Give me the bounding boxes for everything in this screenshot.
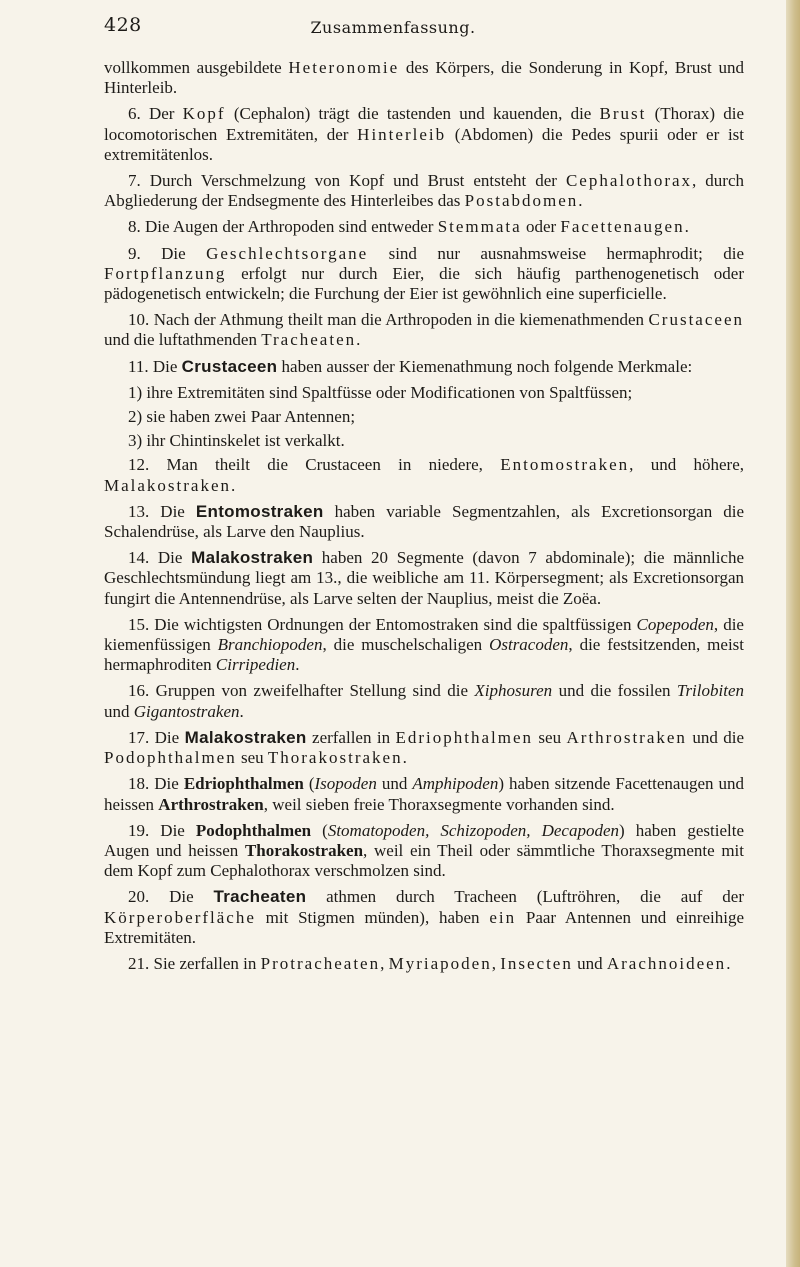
emphasized-term: Stemmata (437, 217, 522, 237)
page-header (0, 14, 786, 50)
emphasized-term: Arthrostraken (566, 727, 687, 747)
text-run: und die luftathmenden (104, 330, 262, 350)
italic-term: Ostracoden (489, 635, 569, 655)
emphasized-term: Cephalothorax (565, 171, 693, 191)
text-run: , (380, 953, 389, 973)
text-run: haben variable Segmentzahlen, als Excretionsorgan die Schalendrüse, als Larve den Nauplius. (104, 501, 745, 542)
text-run: mit Stigmen münden), haben (255, 907, 490, 927)
text-run: ( (303, 774, 315, 794)
text-run: . (356, 330, 361, 350)
text-run: . (295, 655, 300, 675)
emphasized-term: Insecten (500, 953, 573, 973)
text-run: 7. Durch Verschmelzung von Kopf und Brust entsteht der (128, 171, 566, 191)
emphasized-term: Brust (599, 104, 647, 124)
paragraph-p17 (104, 728, 744, 768)
text-run: 19. Die (128, 820, 196, 840)
text-run: seu (236, 748, 268, 768)
paragraph-p14 (104, 548, 744, 609)
emphasized-term: Geschlechtsorgane (206, 243, 369, 263)
text-run: und (104, 701, 134, 721)
text-run: , die festsitzenden, meist hermaphroditen (104, 635, 745, 675)
emphasized-term: Hinterleib (357, 124, 447, 144)
text-run: athmen durch Tracheen (Luftröhren, die auf der (306, 887, 745, 907)
emphasized-term: Entomostraken (195, 501, 324, 521)
emphasized-term: Kopf (182, 104, 226, 124)
italic-term: Trilobiten (676, 681, 744, 701)
text-run: 20. Die (128, 887, 214, 907)
list-item (104, 383, 744, 403)
emphasized-term: Thorakostraken (244, 840, 364, 860)
paragraph-p9 (104, 244, 744, 305)
paragraph-p8 (104, 217, 744, 237)
emphasized-term: ein (489, 907, 517, 927)
paragraph-p16 (104, 681, 744, 721)
text-run: 14. Die (128, 548, 192, 568)
text-run: und (572, 953, 607, 973)
text-run: 3) ihr Chintinskelet ist verkalkt. (128, 431, 345, 451)
text-run: , weil ein Theil oder sämmtliche Thoraxsegmente mit dem Kopf zum Cephalothorax verschmolzen sind. (104, 840, 744, 881)
text-run: 18. Die (128, 774, 184, 794)
paragraph-p20 (104, 887, 744, 948)
italic-term: Copepoden (636, 614, 714, 634)
text-run: sind nur ausnahmsweise hermaphrodit; die (368, 243, 745, 263)
emphasized-term: Tracheaten (213, 887, 307, 907)
text-run: . (231, 475, 236, 495)
text-run: . (578, 191, 583, 211)
emphasized-term: Thorakostraken (267, 748, 403, 768)
text-run: ) haben sitzende Facettenaugen und heissen (104, 774, 745, 814)
italic-term: Xiphosuren (474, 681, 553, 701)
text-run: haben 20 Segmente (davon 7 abdominale); die männliche Geschlechtsmündung liegt am 13., die weibliche am 11. Körpersegment; als Excretionsorgan fungirt die Antennendrüse, als Larve selten der Nauplius, meist die Zoëa. (104, 548, 745, 608)
text-run: 10. Nach der Athmung theilt man die Arthropoden in die kiemenathmenden (128, 310, 649, 330)
italic-term: Branchiopoden (217, 635, 323, 655)
text-run: 12. Man theilt die Crustaceen in niedere, (128, 455, 501, 475)
paragraph-p19 (104, 821, 744, 882)
text-run: . (402, 748, 407, 768)
paragraph-p7 (104, 171, 744, 211)
text-run: ) haben gestielte Augen und heissen (104, 820, 744, 860)
text-run: 16. Gruppen von zweifelhafter Stellung sind die (128, 681, 475, 701)
page-edge (786, 0, 800, 1267)
text-run: haben ausser der Kiemenathmung noch folgende Merkmale: (277, 356, 693, 376)
running-title: Zusammenfassung. (310, 18, 476, 37)
emphasized-term: Edriophthalmen (183, 774, 304, 794)
text-run: Paar Antennen und einreihige Extremitäten. (104, 907, 745, 947)
emphasized-term: Entomostraken (500, 455, 630, 475)
emphasized-term: Malakostraken (104, 475, 232, 495)
text-run: vollkommen ausgebildete (104, 58, 289, 77)
text-run: 6. Der (128, 104, 183, 124)
text-run: 17. Die (128, 727, 185, 747)
emphasized-term: Podophthalmen (195, 820, 312, 840)
text-run: 9. Die (128, 243, 207, 263)
paragraph-p10 (104, 310, 744, 350)
text-run: des Körpers, die Sonderung in Kopf, Brust und Hinterleib. (104, 58, 744, 98)
list-item (104, 407, 744, 427)
paragraph-p12 (104, 455, 744, 495)
text-run: , (491, 953, 501, 973)
text-run: (Abdomen) die Pedes spurii oder er ist extremitätenlos. (104, 124, 745, 164)
emphasized-term: Podophthalmen (104, 748, 237, 768)
emphasized-term: Facettenaugen (560, 217, 685, 237)
italic-term: Amphipoden (412, 774, 499, 794)
emphasized-term: Malakostraken (184, 727, 307, 747)
paragraph-p21 (104, 954, 744, 974)
italic-term: Cirripedien (215, 655, 296, 675)
italic-term: Gigantostraken (133, 701, 240, 721)
list-item (104, 431, 744, 451)
paragraph-p6 (104, 104, 744, 165)
emphasized-term: Fortpflanzung (104, 263, 227, 283)
text-run: 11. Die (128, 356, 182, 376)
emphasized-term: Postabdomen (464, 191, 579, 211)
text-run: 13. Die (128, 501, 196, 521)
text-run: . (239, 701, 244, 721)
emphasized-term: Protracheaten (260, 953, 381, 973)
text-run: (Cephalon) trägt die tastenden und kauenden, die (225, 104, 600, 124)
emphasized-term: Arachnoideen (606, 953, 727, 973)
text-run: (Thorax) die locomotorischen Extremitäten, der (104, 104, 744, 144)
text-run: oder (521, 217, 561, 237)
emphasized-term: Crustaceen (648, 310, 744, 330)
emphasized-term: Tracheaten (261, 330, 357, 350)
text-run: seu (533, 727, 567, 747)
text-run: , weil sieben freie Thoraxsegmente vorhanden sind. (263, 794, 615, 814)
paragraph-p18 (104, 774, 744, 814)
text-run: und (376, 774, 413, 794)
text-run: und die (686, 727, 744, 747)
emphasized-term: Edriophthalmen (395, 727, 534, 747)
paragraph-p13 (104, 502, 744, 542)
text-run: , durch Abgliederung der Endsegmente des Hinterleibes das (104, 171, 744, 211)
emphasized-term: Malakostraken (191, 548, 314, 568)
text-run: . (684, 217, 689, 237)
emphasized-term: Heteronomie (288, 58, 400, 77)
text-run: ( (311, 820, 328, 840)
text-run: 15. Die wichtigsten Ordnungen der Entomostraken sind die spaltfüssigen (128, 614, 637, 634)
text-run: 8. Die Augen der Arthropoden sind entweder (128, 217, 438, 237)
text-run: 1) ihre Extremitäten sind Spaltfüsse oder Modificationen von Spaltfüssen; (128, 382, 633, 402)
text-run: und die fossilen (552, 681, 677, 701)
text-run: , die kiemenfüssigen (104, 614, 744, 655)
italic-term: Stomatopoden, Schizopoden, Decapoden (327, 820, 620, 840)
paragraph-p11 (104, 357, 744, 377)
text-body (104, 58, 744, 980)
page-number: 428 (104, 14, 142, 36)
emphasized-term: Arthrostraken (158, 794, 264, 814)
italic-term: Isopoden (314, 774, 377, 794)
text-run: 21. Sie zerfallen in (128, 953, 261, 973)
text-run: . (726, 953, 731, 973)
text-run: 2) sie haben zwei Paar Antennen; (128, 407, 356, 427)
emphasized-term: Myriapoden (388, 953, 492, 973)
emphasized-term: Crustaceen (181, 356, 278, 376)
emphasized-term: Körperoberfläche (104, 907, 256, 927)
paragraph-p5 (104, 58, 744, 98)
text-run: zerfallen in (306, 727, 396, 747)
paragraph-p15 (104, 615, 744, 676)
text-run: , die muschelschaligen (322, 635, 490, 655)
text-run: , und höhere, (629, 455, 744, 475)
text-run: erfolgt nur durch Eier, die sich häufig parthenogenetisch oder pädogenetisch entwickeln; die Furchung der Eier ist gewöhnlich eine superficielle. (104, 263, 744, 304)
